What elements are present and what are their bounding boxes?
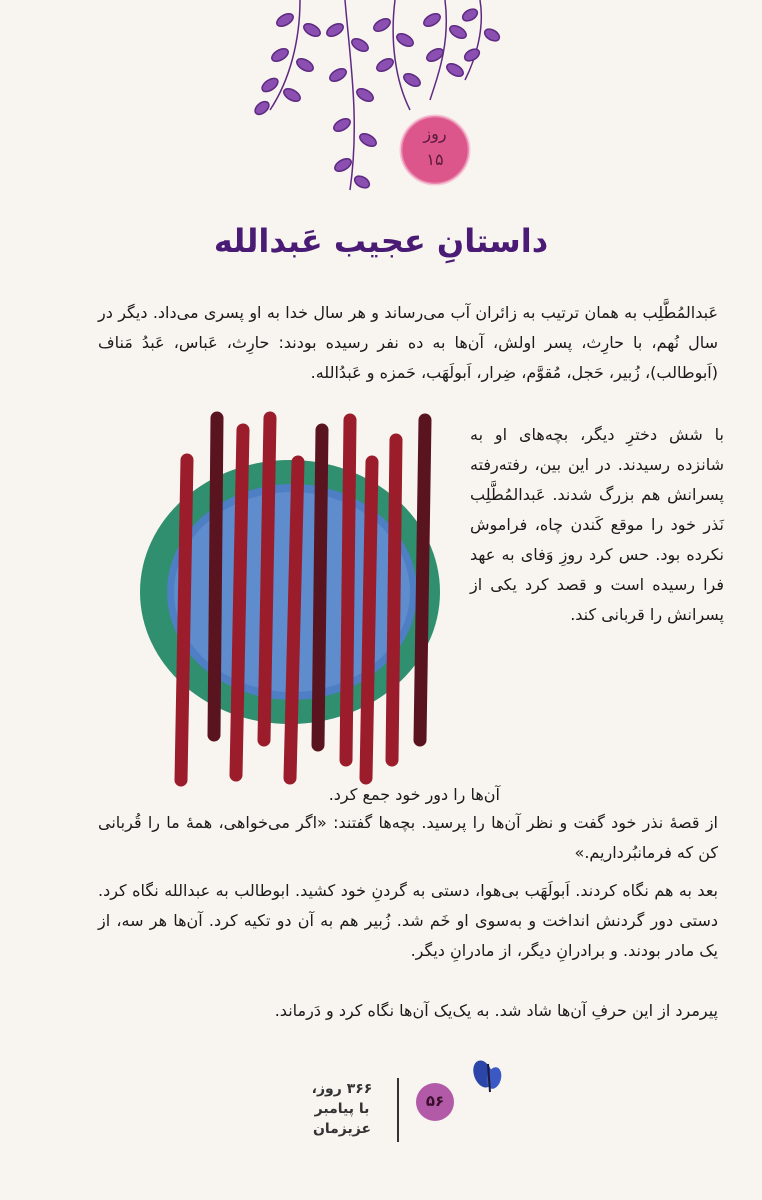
brand-line-1: ۳۶۶ روز، bbox=[311, 1081, 373, 1097]
paragraph-3: از قصهٔ نذر خود گفت و نظر آن‌ها را پرسید. بچه‌ها گفتند: «اگر می‌خواهی، همهٔ ما را قُربانی کن که فرمانبُرداریم.» bbox=[98, 813, 718, 862]
page-title: داستانِ عجیب عَبدالله bbox=[213, 222, 549, 260]
butterfly-icon bbox=[470, 1058, 504, 1092]
paragraph-2: با شش دخترِ دیگر، بچه‌های او به شانزده رسیدند. در این بین، رفته‌رفته پسرانش هم بزرگ شدند. عَبدالمُطَّلِب نَذر خود را موقع کَندن چاه، فراموش نکرده بود. حس کرد روزِ وَفای به عهد فرا رسیده است و قصد کرد یکی از پسرانش را قربانی کند. bbox=[470, 425, 724, 624]
paragraph-4: بعد به هم نگاه کردند. اَبولَهَب بی‌هوا، دستی به گردنِ خود کشید. ابوطالب به عبدالله نگاه کرد. دستی دور گردنش انداخت و به‌سوی او خَم شد. زُبیر هم به آن دو تکیه کرد. آن‌ها هر سه، از یک مادر بودند. و برادرانِ دیگر، از مادرانِ دیگر. bbox=[98, 881, 718, 960]
page-number: ۵۶ bbox=[425, 1092, 445, 1110]
paragraph-5: پیرمرد از این حرفِ آن‌ها شاد شد. به یک‌یک آن‌ها نگاه کرد و دَرماند. bbox=[274, 1001, 718, 1020]
day-badge-number: ۱۵ bbox=[426, 150, 444, 169]
paragraph-1: عَبدالمُطَّلِب به همان ترتیب به زائران آب می‌رساند و هر سال خدا به او پسری می‌داد. دیگر در سال نُهم، با حارِث، پسر اولش، آن‌ها به ده نفر رسیده بودند: حارِث، عَباس، عَبدُ مَناف (اَبوطالب)، زُبیر، حَجل، مُقوَّم، ضِرار، اَبولَهَب، حَمزه و عَبدُالله. bbox=[98, 303, 718, 382]
well-illustration bbox=[140, 418, 440, 780]
brand-line-3: عزیزمان bbox=[312, 1121, 372, 1137]
paragraph-2-end: آن‌ها را دور خود جمع کرد. bbox=[328, 785, 500, 804]
day-badge-label: روز bbox=[423, 124, 447, 143]
brand-line-2: با پیامبر bbox=[314, 1101, 370, 1117]
